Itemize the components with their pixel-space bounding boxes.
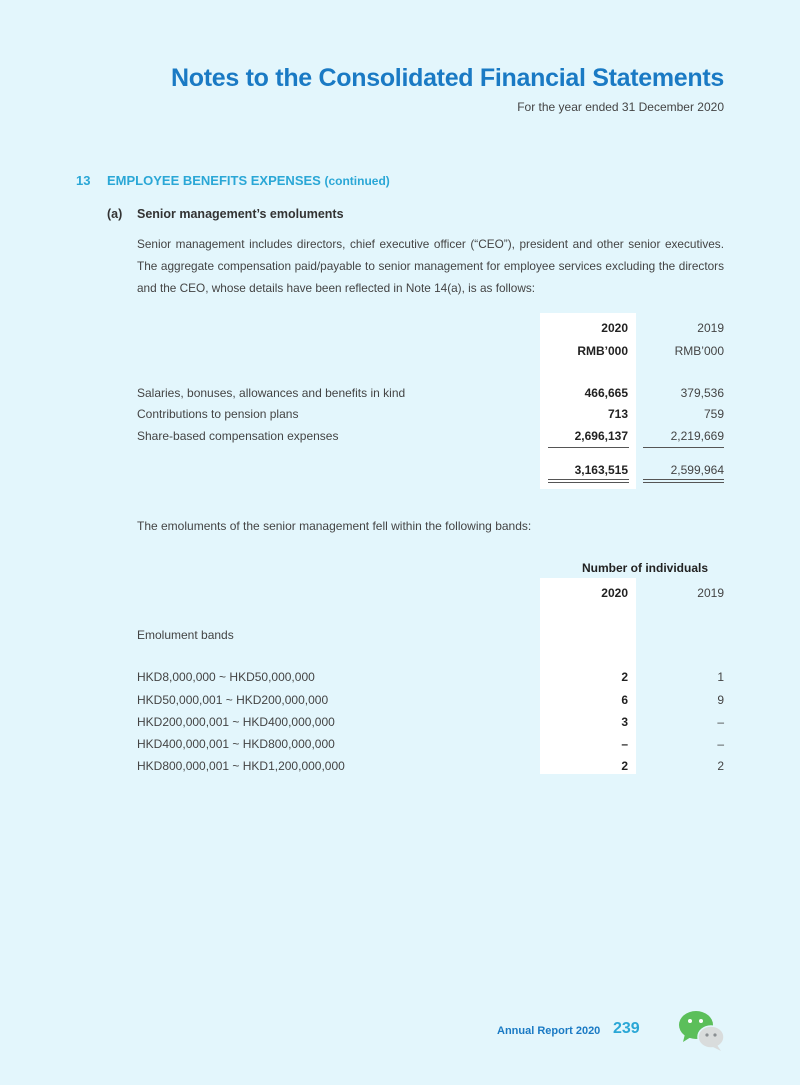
- subsection-letter: (a): [107, 207, 123, 221]
- section-title: [107, 173, 390, 188]
- table1-header-2020: 2020: [601, 321, 628, 335]
- subsection-title: Senior management’s emoluments: [137, 207, 344, 221]
- page-subtitle: For the year ended 31 December 2020: [517, 100, 724, 114]
- table-row-label: HKD8,000,000 ~ HKD50,000,000: [137, 670, 315, 684]
- footer-report-name: Annual Report 2020: [497, 1025, 601, 1037]
- table-row-label: Share-based compensation expenses: [137, 429, 339, 443]
- total-rule-2019-a: [643, 479, 724, 480]
- table-row-value-2020: –: [621, 737, 628, 751]
- table2-group-header: Number of individuals: [582, 561, 709, 575]
- section-number: 13: [76, 173, 91, 188]
- table2-header-2019: 2019: [697, 586, 724, 600]
- bands-intro: The emoluments of the senior management fell within the following bands:: [137, 519, 532, 533]
- table-row-value-2019: 379,536: [680, 386, 724, 400]
- table-row-value-2020: 6: [621, 693, 628, 707]
- table-row-label: Salaries, bonuses, allowances and benefits in kind: [137, 386, 406, 400]
- total-rule-2019-b: [643, 482, 724, 483]
- table-row-label: Contributions to pension plans: [137, 407, 299, 421]
- table-row-value-2019: –: [717, 737, 724, 751]
- table-row-value-2020: 2: [621, 759, 628, 773]
- table-row-value-2020: 2: [621, 670, 628, 684]
- table-row-label: HKD800,000,001 ~ HKD1,200,000,000: [137, 759, 345, 773]
- table-row-label: HKD400,000,001 ~ HKD800,000,000: [137, 737, 335, 751]
- table1-header-2019: 2019: [697, 321, 724, 335]
- table-row-label: HKD200,000,001 ~ HKD400,000,000: [137, 715, 335, 729]
- table-row-value-2019: 9: [717, 693, 724, 707]
- table2-section-label: Emolument bands: [137, 628, 234, 642]
- page-number: 239: [613, 1020, 640, 1037]
- chat-bubbles-logo-icon: [676, 1008, 726, 1052]
- table1-unit-2019: RMB’000: [674, 344, 724, 358]
- table1-unit-2020: RMB’000: [577, 344, 628, 358]
- table2-header-2020: 2020: [601, 586, 628, 600]
- page-title: Notes to the Consolidated Financial Statements: [171, 64, 724, 92]
- table-row-value-2020: 713: [607, 407, 628, 421]
- table-row-value-2019: 2,219,669: [670, 429, 724, 443]
- total-rule-2020-a: [548, 479, 629, 480]
- table-row-value-2020: 466,665: [584, 386, 628, 400]
- subtotal-rule-2019: [643, 447, 724, 448]
- table-row-value-2019: 1: [717, 670, 724, 684]
- table-row-value-2020: 3: [621, 715, 628, 729]
- table-row-value-2020: 2,696,137: [574, 429, 628, 443]
- table-row-label: HKD50,000,001 ~ HKD200,000,000: [137, 693, 329, 707]
- table-row-value-2019: 759: [703, 407, 724, 421]
- table-row-value-2019: 2: [717, 759, 724, 773]
- section-continued: (continued): [324, 174, 390, 188]
- table1-total-2019: 2,599,964: [670, 463, 724, 477]
- section-title-text: EMPLOYEE BENEFITS EXPENSES: [107, 173, 321, 188]
- subsection-paragraph: Senior management includes directors, chief executive officer (“CEO”), president and other senior executives. The aggregate compensation paid/payable to senior management for employee services excluding the directors and the CEO, whose details have been reflected in Note 14(a), is as follows:: [137, 237, 724, 295]
- subtotal-rule-2020: [548, 447, 629, 448]
- total-rule-2020-b: [548, 482, 629, 483]
- table1-total-2020: 3,163,515: [574, 463, 628, 477]
- table-row-value-2019: –: [717, 715, 724, 729]
